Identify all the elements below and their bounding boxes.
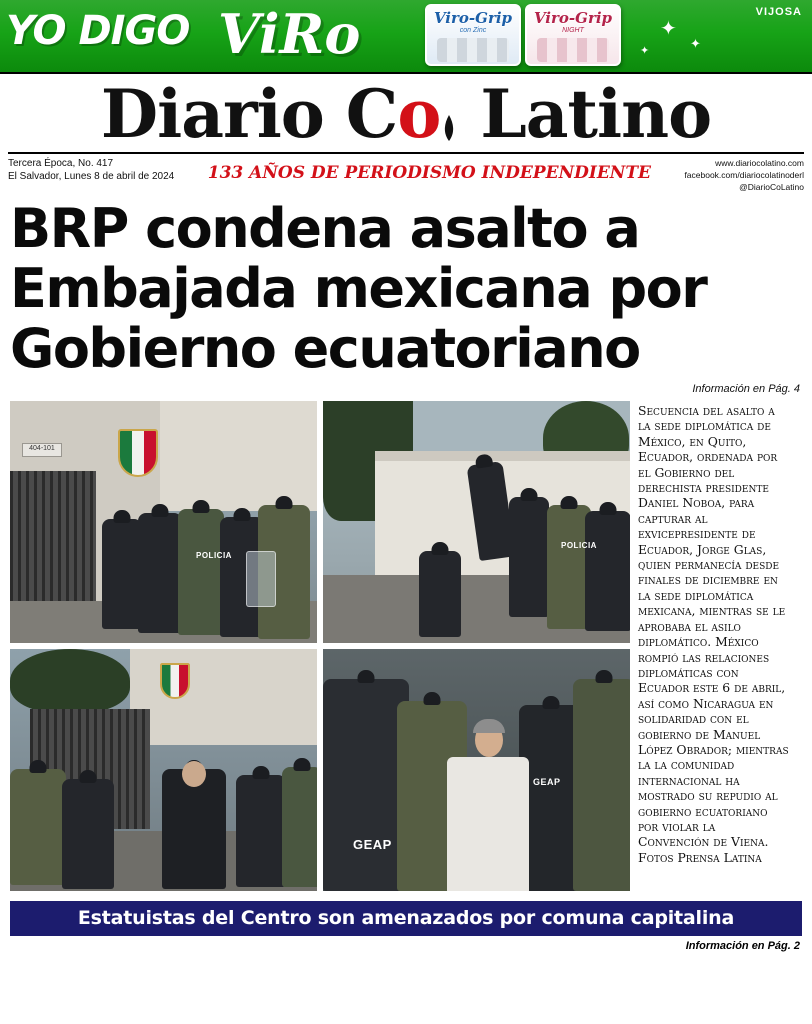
photo1-riot-shield — [246, 551, 276, 607]
photo2-vest-label: POLICIA — [561, 541, 597, 550]
secondary-headline-page-reference: Información en Pág. 2 — [685, 940, 800, 952]
photo3-officer-face — [182, 761, 206, 787]
sparkle-icon: ✦ — [690, 36, 701, 51]
headline-page-reference: Información en Pág. 4 — [692, 383, 800, 395]
masthead-contact-info[interactable] — [684, 157, 804, 193]
product-a-subtitle: con Zinc — [459, 27, 487, 34]
title-part-1: Diario C — [100, 75, 398, 153]
photo-grid — [10, 401, 630, 891]
photo2-wall-cap — [375, 451, 630, 461]
photo3-officer — [10, 769, 66, 885]
masthead — [0, 72, 812, 193]
sparkle-icon: ✦ — [660, 18, 677, 40]
main-headline: BRP condena asalto a Embajada mexicana por Gobierno ecuatoriano — [10, 197, 707, 380]
ad-corner-brand: VIJOSA — [755, 6, 802, 18]
ad-brand-viro: ViRo — [218, 2, 361, 66]
photo2-officer — [509, 497, 549, 617]
product-a-title: Viro-Grip — [433, 9, 513, 27]
product-box-viro-grip-zinc — [425, 4, 521, 66]
photo3-officer — [282, 767, 317, 887]
mexico-coat-of-arms-icon — [118, 429, 158, 477]
sparkle-icon: ✦ — [640, 45, 650, 57]
photo3-officer — [236, 775, 286, 887]
photo4-detainee-body — [447, 757, 529, 891]
photo3-officer-foreground — [162, 769, 226, 889]
website-url[interactable]: www.diariocolatino.com — [715, 158, 804, 168]
blister-graphic-b — [537, 38, 609, 62]
photo-glas-detained — [323, 649, 630, 891]
photo4-vest-label: GEAP — [353, 837, 392, 852]
masthead-tagline: 133 AÑOS DE PERIODISMO INDEPENDIENTE — [207, 163, 651, 183]
photo2-officer — [585, 511, 630, 631]
masthead-issue-info — [8, 157, 174, 183]
product-b-title: Viro-Grip — [533, 9, 613, 27]
product-box-viro-grip-night — [525, 4, 621, 66]
title-letter-o: o — [397, 75, 441, 153]
photo3-officer — [62, 779, 114, 889]
secondary-headline-band[interactable]: Estatuistas del Centro son amenazados por comuna capitalina — [10, 901, 802, 936]
place-date: El Salvador, Lunes 8 de abril de 2024 — [8, 171, 175, 182]
photo4-officer-right — [573, 679, 630, 891]
facebook-handle[interactable]: facebook.com/diariocolatinoderl — [684, 170, 804, 180]
ad-slogan-left: YO DIGO — [6, 8, 190, 54]
photo1-officer — [102, 519, 142, 629]
photo4-vest-label-secondary: GEAP — [533, 777, 561, 787]
leaf-icon — [442, 115, 456, 141]
photo1-officer — [178, 509, 224, 635]
epoch-number: Tercera Época, No. 417 — [8, 158, 114, 169]
photo-embassy-wall — [323, 401, 630, 643]
photo3-wall — [130, 649, 317, 745]
photo-embassy-gate — [10, 649, 317, 891]
product-b-subtitle: NIGHT — [562, 27, 584, 34]
photo-caption-block — [0, 401, 812, 891]
photo3-foliage — [10, 649, 130, 713]
photo2-officer — [419, 551, 461, 637]
newspaper-title — [0, 75, 812, 153]
mexico-coat-of-arms-icon — [160, 663, 190, 699]
twitter-handle[interactable]: @DiarioCoLatino — [739, 182, 804, 192]
photo1-vest-label: POLICIA — [196, 551, 232, 560]
photo1-gate — [10, 471, 96, 621]
title-part-2: Latino — [458, 75, 712, 153]
top-advertisement-banner[interactable] — [0, 0, 812, 72]
blister-graphic-a — [437, 38, 509, 62]
photo-embassy-entrance — [10, 401, 317, 643]
photo1-officer — [138, 513, 182, 633]
photo-caption: Secuencia del asalto a la sede diplomática de México, en Quito, Ecuador, ordenada por el Gobierno del derechista presidente Daniel Noboa, para capturar al exvicepresidente de Ecuador, Jorge Glas, quien permanecía desde finales de diciembre en la sede diplomática mexicana, mientras se le aprobaba el asilo diplomático. México rompió las relaciones diplomáticas con Ecuador este 6 de abril, así como Nicaragua en solidaridad con el gobierno de Manuel López Obrador; mientras la la comunidad internacional ha mostrado su repudio al gobierno ecuatoriano por violar la Convención de Viena. Fotos Prensa Latina — [638, 403, 789, 865]
photo1-wall-top — [160, 401, 317, 511]
photo1-plaque: 404-101 — [22, 443, 62, 457]
